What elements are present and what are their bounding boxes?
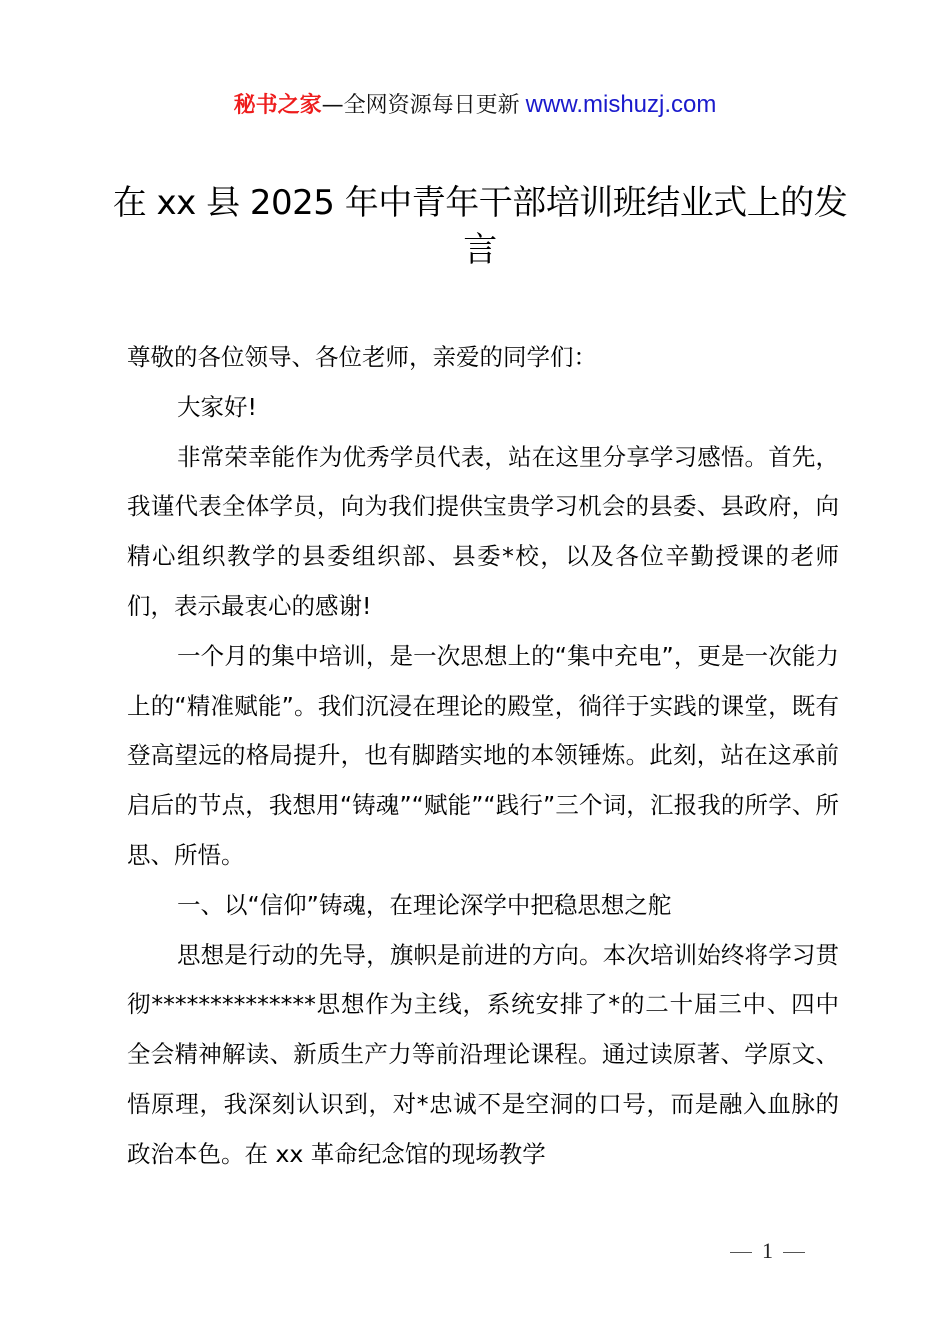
salutation: 尊敬的各位领导、各位老师，亲爱的同学们： [127,343,597,371]
page-dash-left [730,1252,752,1253]
brand-name: 秘书之家 [233,93,322,118]
site-url-link[interactable]: www.mishuzj.com [525,91,717,118]
page-number-value: 1 [762,1238,773,1263]
thanks-paragraph: 非常荣幸能作为优秀学员代表，站在这里分享学习感悟。首先，我谨代表全体学员，向为我们提供宝贵学习机会的县委、县政府，向精心组织教学的县委组织部、县委*校，以及各位辛勤授课的老师们，表示最衷心的感谢! [127,442,839,620]
document-body [127,333,839,1180]
banner-slogan: —全网资源每日更新 [321,93,520,118]
site-banner [0,88,950,123]
section-heading: 一、以“信仰”铸魂，在理论深学中把稳思想之舵 [177,890,672,919]
document-title: 在 xx 县 2025 年中青年干部培训班结业式上的发言 [112,183,848,270]
page-dash-right [783,1252,805,1253]
page-number [720,1238,800,1264]
greeting-paragraph: 大家好! [177,392,257,421]
intro-paragraph: 一个月的集中培训，是一次思想上的“集中充电”，更是一次能力上的“精准赋能”。我们沉浸在理论的殿堂，徜徉于实践的课堂，既有登高望远的格局提升，也有脚踏实地的本领锤炼。此刻，站在这承前启后的节点，我想用“铸魂”“赋能”“践行”三个词，汇报我的所学、所思、所悟。 [127,641,839,869]
section-paragraph: 思想是行动的先导，旗帜是前进的方向。本次培训始终将学习贯彻**************思想作为主线，系统安排了*的二十届三中、四中全会精神解读、新质生产力等前沿理论课程。通过读原著、学原文、悟原理，我深刻认识到，对*忠诚不是空洞的口号，而是融入血脉的政治本色。在 xx 革命纪念馆的现场教学 [127,940,839,1168]
